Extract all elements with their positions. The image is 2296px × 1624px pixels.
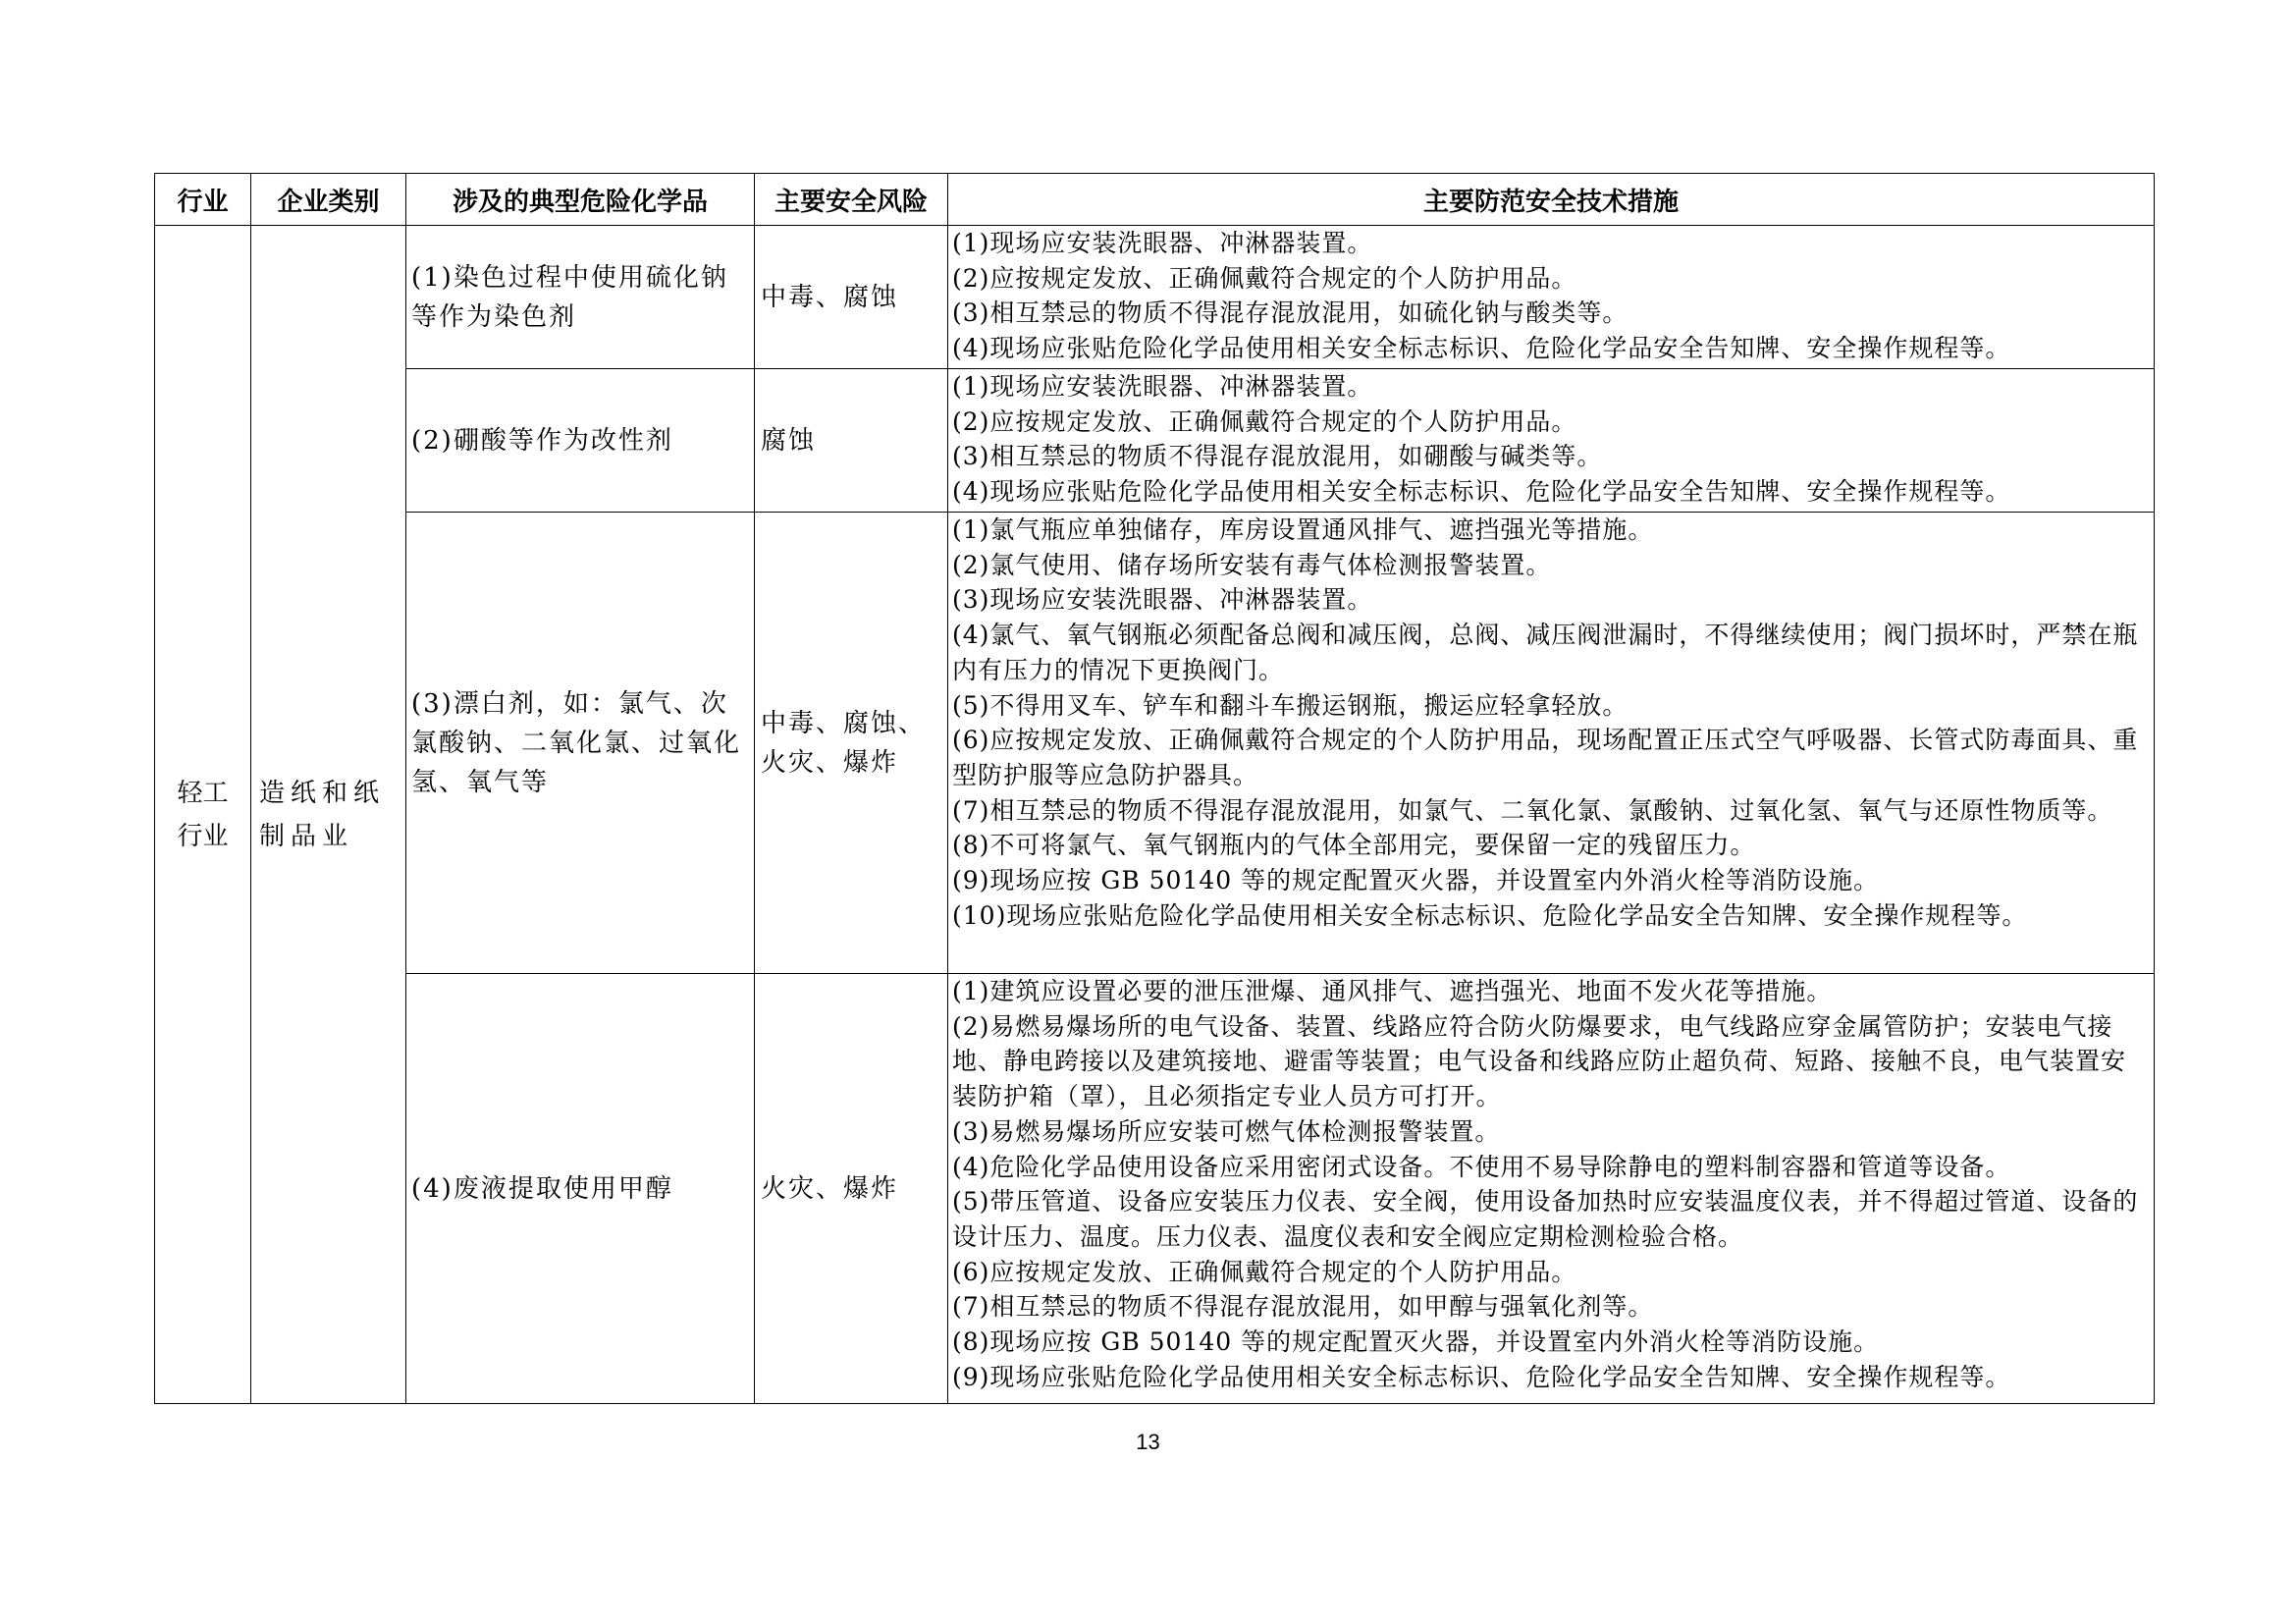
chemical-cell: (1)染色过程中使用硫化钠等作为染色剂 [406,226,755,369]
risk-cell: 腐蚀 [755,369,948,513]
measure-item: (2)应按规定发放、正确佩戴符合规定的个人防护用品。 [952,406,1577,436]
table-row [155,974,2155,1404]
measure-item: (4)现场应张贴危险化学品使用相关安全标志标识、危险化学品安全告知牌、安全操作规程等。 [952,334,2011,363]
measure-item: (4)现场应张贴危险化学品使用相关安全标志标识、危险化学品安全告知牌、安全操作规程等。 [952,477,2011,507]
measure-item: (2)易燃易爆场所的电气设备、装置、线路应符合防火防爆要求，电气线路应穿金属管防护；安装电气接地、静电跨接以及建筑接地、避雷等装置；电气设备和线路应防止超负荷、短路、接触不良，电气装置安装防护箱（罩），且必须指定专业人员方可打开。 [952,1011,2127,1111]
measure-item: (7)相互禁忌的物质不得混存混放混用，如甲醇与强氧化剂等。 [952,1292,1654,1322]
measure-item: (1)现场应安装洗眼器、冲淋器装置。 [952,229,1373,257]
measure-item: (9)现场应按 GB 50140 等的规定配置灭火器，并设置室内外消火栓等消防设施。 [952,866,1880,895]
measure-item: (7)相互禁忌的物质不得混存混放混用，如氯气、二氧化氯、氯酸钠、过氧化氢、氧气与还原性物质等。 [952,795,2113,825]
measures-cell [948,974,2155,1404]
measure-item: (2)应按规定发放、正确佩戴符合规定的个人防护用品。 [952,263,1577,293]
measure-item: (3)现场应安装洗眼器、冲淋器装置。 [952,585,1373,615]
measures-cell [948,226,2155,369]
measure-item: (3)相互禁忌的物质不得混存混放混用，如硼酸与碱类等。 [952,442,1603,471]
measure-item: (8)现场应按 GB 50140 等的规定配置灭火器，并设置室内外消火栓等消防设施。 [952,1327,1880,1357]
measure-item: (1)氯气瓶应单独储存，库房设置通风排气、遮挡强光等措施。 [952,515,1654,544]
measure-item: (2)氯气使用、储存场所安装有毒气体检测报警装置。 [952,550,1552,579]
chemical-cell: (3)漂白剂，如：氯气、次氯酸钠、二氧化氯、过氧化氢、氧气等 [406,513,755,974]
page-number: 13 [1136,1430,1160,1454]
table-header-row [155,174,2155,226]
measure-item: (1)建筑应设置必要的泄压泄爆、通风排气、遮挡强光、地面不发火花等措施。 [952,977,1833,1005]
measure-item: (5)带压管道、设备应安装压力仪表、安全阀，使用设备加热时应安装温度仪表，并不得超过管道、设备的设计压力、温度。压力仪表、温度仪表和安全阀应定期检测检验合格。 [952,1187,2139,1251]
measure-item: (8)不可将氯气、氧气钢瓶内的气体全部用完，要保留一定的残留压力。 [952,831,1756,860]
header-industry: 行业 [155,174,251,226]
measure-item: (6)应按规定发放、正确佩戴符合规定的个人防护用品。 [952,1257,1577,1286]
measure-item: (3)易燃易爆场所应安装可燃气体检测报警装置。 [952,1116,1501,1146]
risk-cell: 火灾、爆炸 [755,974,948,1404]
measure-item: (10)现场应张贴危险化学品使用相关安全标志标识、危险化学品安全告知牌、安全操作规程等。 [952,900,2028,930]
table-row [155,513,2155,974]
measure-item: (4)危险化学品使用设备应采用密闭式设备。不使用不易导除静电的塑料制容器和管道等设备。 [952,1152,2011,1181]
measure-item: (1)现场应安装洗眼器、冲淋器装置。 [952,372,1373,401]
measures-cell [948,513,2155,974]
table-row [155,226,2155,369]
header-measures: 主要防范安全技术措施 [948,174,2155,226]
industry-cell [155,226,251,1404]
header-risks: 主要安全风险 [755,174,948,226]
measure-item: (5)不得用叉车、铲车和翻斗车搬运钢瓶，搬运应轻拿轻放。 [952,690,1629,720]
measure-item: (6)应按规定发放、正确佩戴符合规定的个人防护用品，现场配置正压式空气呼吸器、长管式防毒面具、重型防护服等应急防护器具。 [952,726,2139,789]
measure-item: (4)氯气、氧气钢瓶必须配备总阀和减压阀，总阀、减压阀泄漏时，不得继续使用；阀门损坏时，严禁在瓶内有压力的情况下更换阀门。 [952,621,2139,684]
measure-item: (9)现场应张贴危险化学品使用相关安全标志标识、危险化学品安全告知牌、安全操作规程等。 [952,1362,2011,1391]
header-category: 企业类别 [251,174,406,226]
chemical-cell: (2)硼酸等作为改性剂 [406,369,755,513]
header-chemicals: 涉及的典型危险化学品 [406,174,755,226]
table-row [155,369,2155,513]
risk-cell: 中毒、腐蚀 [755,226,948,369]
measures-cell [948,369,2155,513]
measure-item: (3)相互禁忌的物质不得混存混放混用，如硫化钠与酸类等。 [952,298,1629,328]
chemical-cell: (4)废液提取使用甲醇 [406,974,755,1404]
industry-label: 轻工行业 [177,778,229,851]
category-cell: 造纸和纸制品业 [251,226,406,1404]
hazard-measures-table [154,173,2155,1404]
risk-cell: 中毒、腐蚀、火灾、爆炸 [755,513,948,974]
